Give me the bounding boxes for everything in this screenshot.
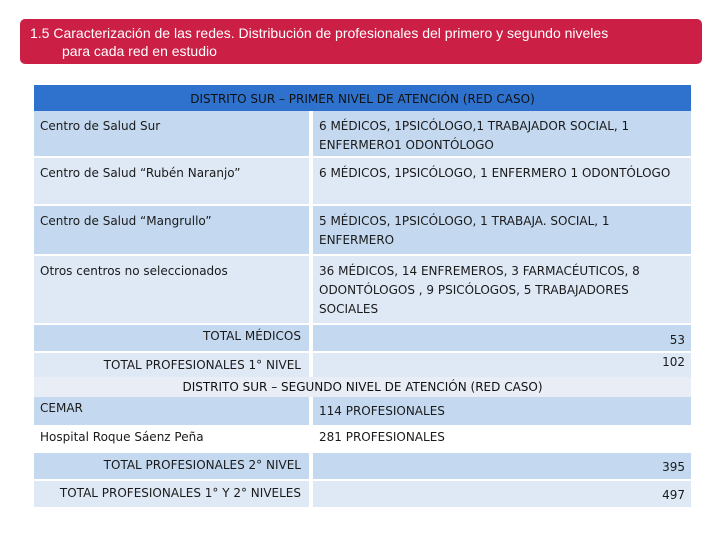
centro-cell: CEMAR: [34, 397, 309, 425]
total-ambos-niveles-label: TOTAL PROFESIONALES 1° Y 2° NIVELES: [34, 481, 309, 507]
table-row: [34, 158, 691, 204]
total-ambos-niveles-row: [34, 481, 691, 507]
total-segundo-nivel-label: TOTAL PROFESIONALES 2° NIVEL: [34, 453, 309, 479]
total-segundo-nivel-row: [34, 453, 691, 479]
total-medicos-value: 53: [313, 325, 691, 351]
header-segundo-nivel-text: DISTRITO SUR – SEGUNDO NIVEL DE ATENCIÓN (RED CASO): [182, 380, 543, 394]
total-primer-nivel-value: 102: [313, 353, 691, 377]
total-ambos-niveles-value: 497: [313, 481, 691, 507]
profesionales-cell: 281 PROFESIONALES: [313, 425, 691, 451]
total-medicos-label: TOTAL MÉDICOS: [34, 325, 309, 351]
title-line-1: 1.5 Caracterización de las redes. Distribución de profesionales del primero y segundo niveles: [30, 25, 609, 41]
table-header-primer-nivel: [34, 85, 691, 111]
title-line-2: para cada red en estudio: [62, 43, 217, 59]
centro-cell: Otros centros no seleccionados: [34, 256, 309, 323]
profesionales-cell: 6 MÉDICOS, 1PSICÓLOGO, 1 ENFERMERO 1 ODONTÓLOGO: [313, 158, 691, 204]
table-row: [34, 397, 691, 425]
profesionales-cell: 6 MÉDICOS, 1PSICÓLOGO,1 TRABAJADOR SOCIAL, 1 ENFERMERO1 ODONTÓLOGO: [313, 111, 691, 156]
total-primer-nivel-row: [34, 353, 691, 377]
table-row: [34, 256, 691, 323]
profesionales-cell: 36 MÉDICOS, 14 ENFREMEROS, 3 FARMACÉUTICOS, 8 ODONTÓLOGOS , 9 PSICÓLOGOS, 5 TRABAJADORES SOCIALES: [313, 256, 691, 323]
total-primer-nivel-label: TOTAL PROFESIONALES 1° NIVEL: [34, 353, 309, 377]
total-medicos-row: [34, 325, 691, 351]
table-header-segundo-nivel: [34, 377, 691, 397]
table-row: [34, 111, 691, 156]
total-segundo-nivel-value: 395: [313, 453, 691, 479]
centro-cell: Hospital Roque Sáenz Peña: [34, 425, 309, 451]
centro-cell: Centro de Salud “Rubén Naranjo”: [34, 158, 309, 204]
centro-cell: Centro de Salud “Mangrullo”: [34, 206, 309, 254]
header-primer-nivel-text: DISTRITO SUR – PRIMER NIVEL DE ATENCIÓN (RED CASO): [190, 92, 535, 106]
centro-cell: Centro de Salud Sur: [34, 111, 309, 156]
profesionales-cell: 5 MÉDICOS, 1PSICÓLOGO, 1 TRABAJA. SOCIAL, 1 ENFERMERO: [313, 206, 691, 254]
table-row: [34, 425, 691, 451]
table-row: [34, 206, 691, 254]
profesionales-cell: 114 PROFESIONALES: [313, 397, 691, 425]
slide-title: [20, 19, 702, 64]
